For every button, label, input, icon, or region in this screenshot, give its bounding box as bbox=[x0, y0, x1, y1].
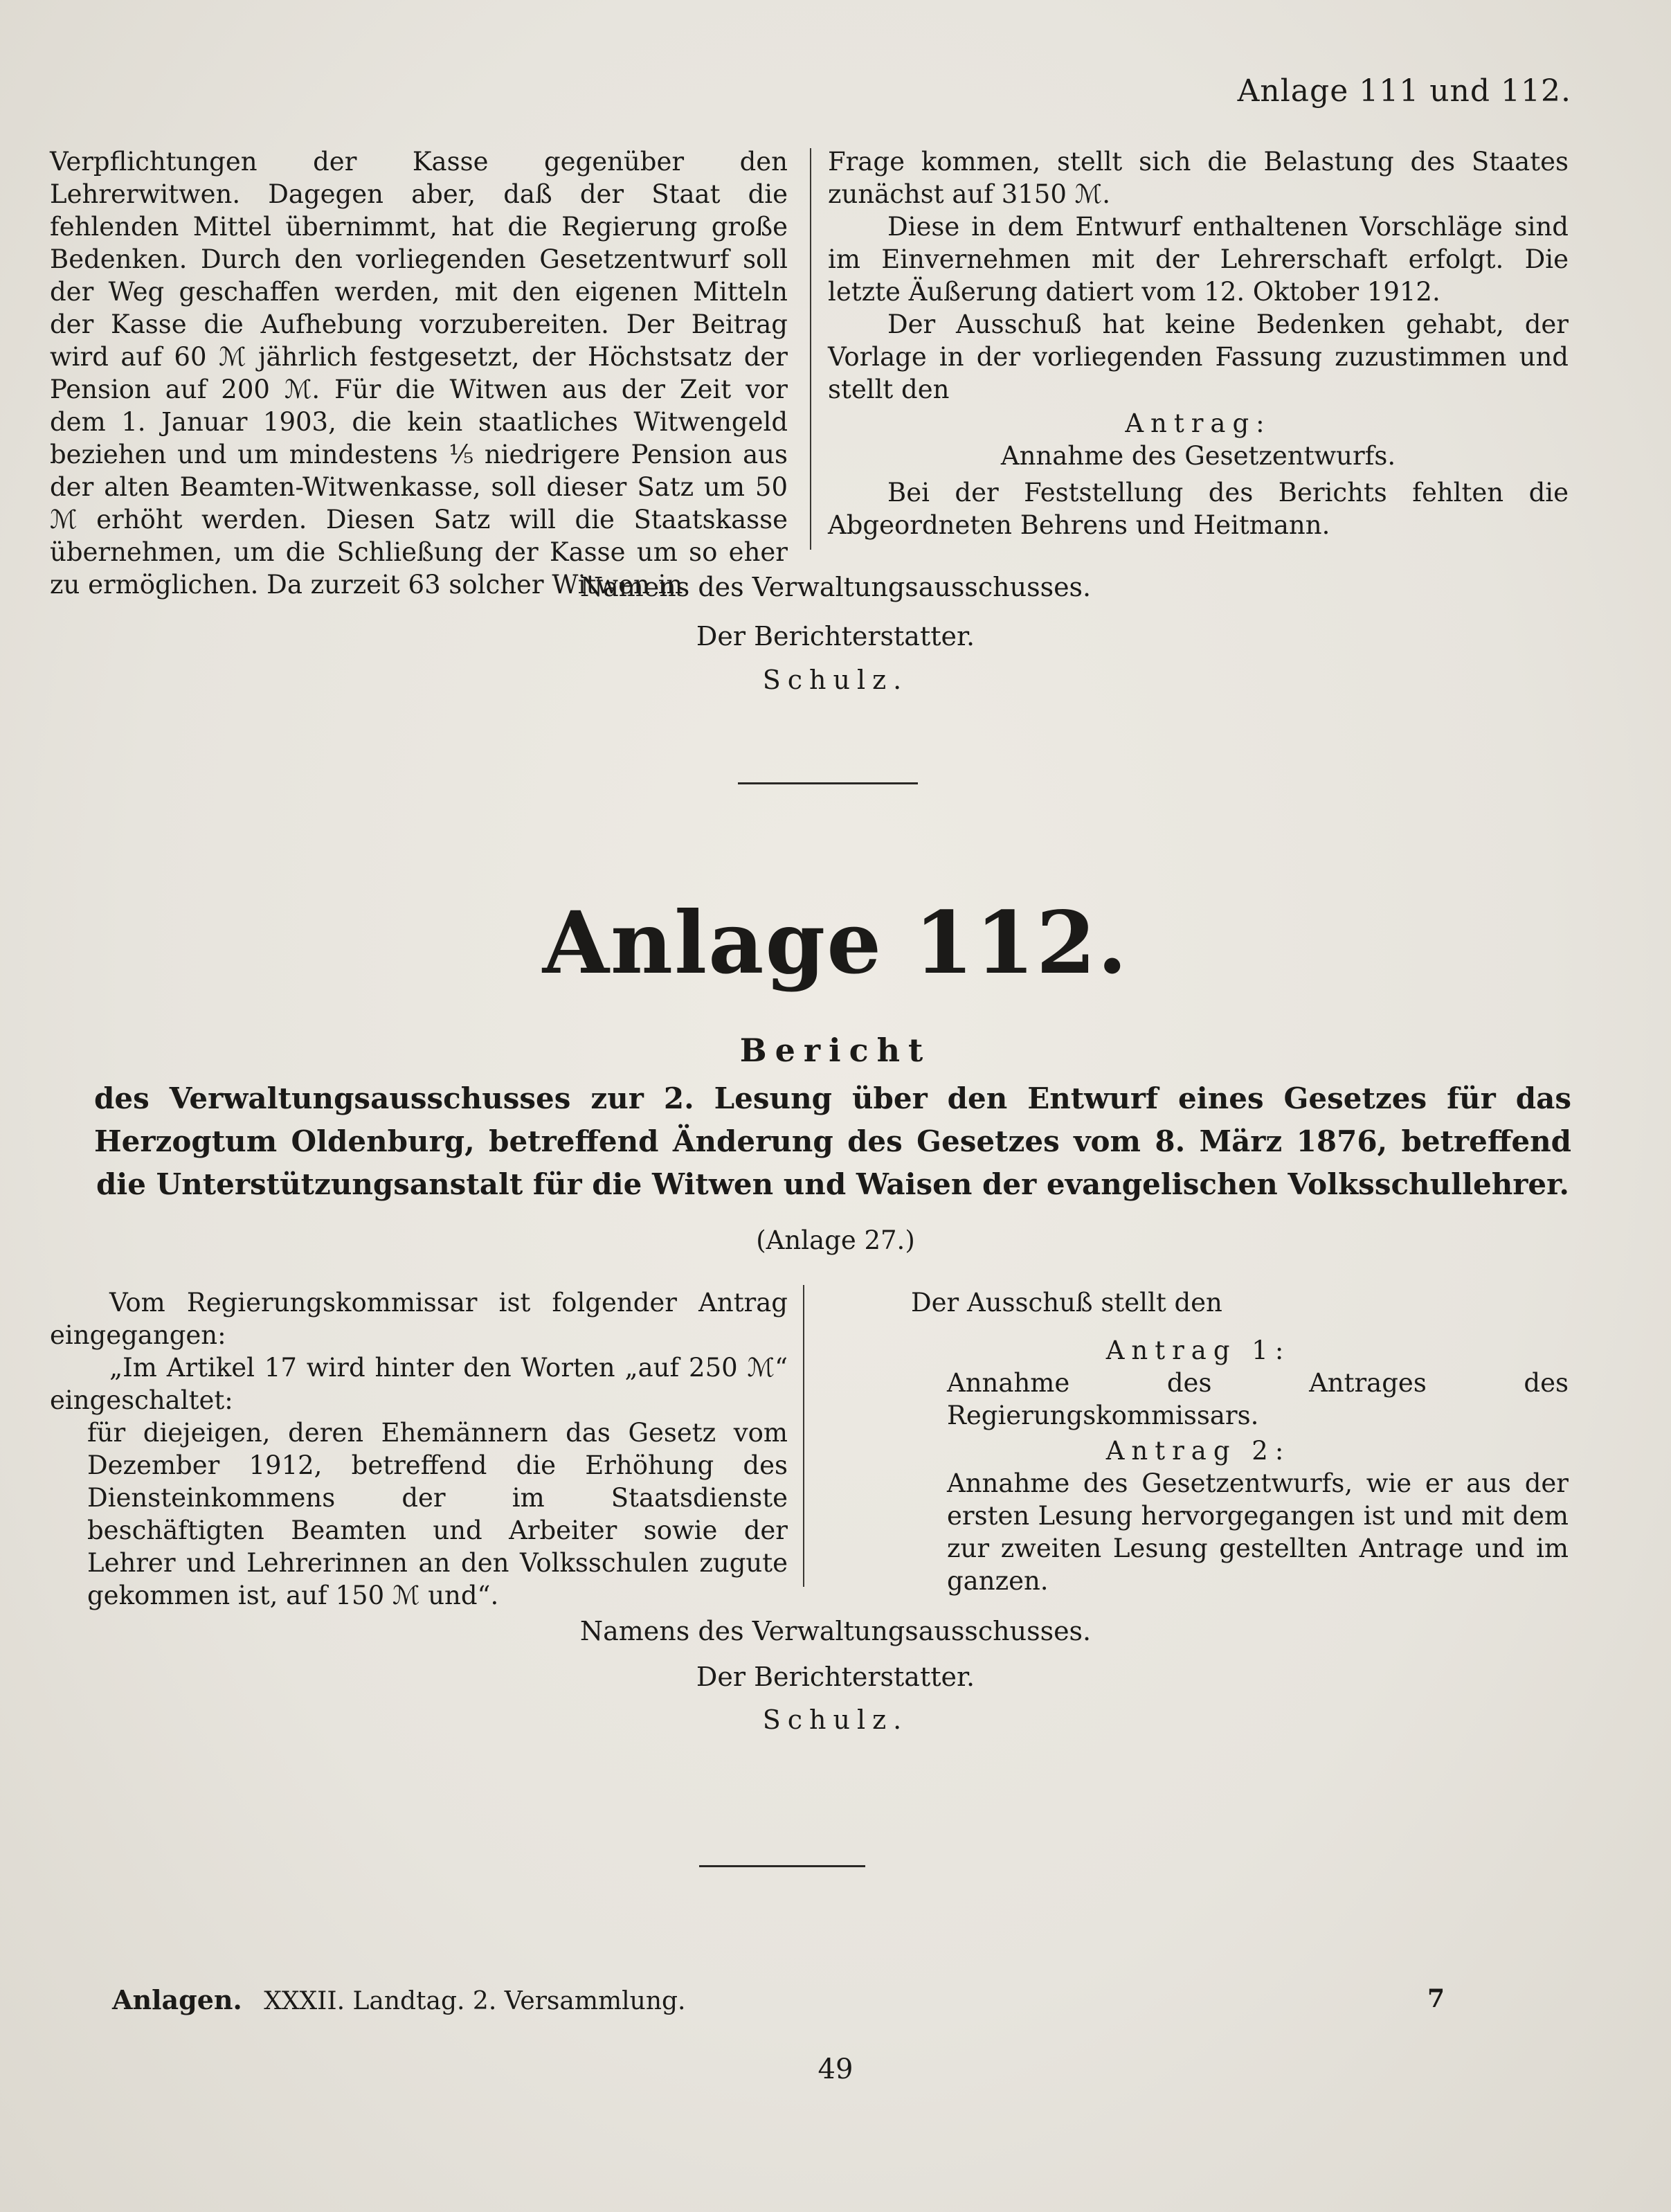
antrag2-text: Annahme des Gesetzentwurfs, wie er aus der ersten Lesung hervorgegangen ist und mit dem zur zweiten Lesung gestellten Antrage und im ganzen. bbox=[947, 1468, 1569, 1596]
bottom-right-p1: Der Ausschuß stellt den bbox=[911, 1288, 1222, 1318]
column-divider-bottom bbox=[803, 1285, 804, 1587]
bericht-heading: Bericht bbox=[739, 1032, 932, 1069]
footer-imprint bbox=[112, 1984, 686, 2015]
page-title: Anlage 112. bbox=[542, 893, 1129, 993]
top-left-column bbox=[50, 145, 788, 601]
footer-sheet-number: 7 bbox=[1427, 1984, 1445, 2013]
footer-imprint-text: XXXII. Landtag. 2. Versammlung. bbox=[264, 1987, 686, 2015]
report-subject: des Verwaltungsausschusses zur 2. Lesung über den Entwurf eines Gesetzes für das Herzogtum Oldenburg, betreffend Änderung des Gesetzes vom 8. März 1876, betreffend die Unterstützungsanstalt für die Witwen und Waisen der evangelischen Volksschullehrer. bbox=[94, 1081, 1571, 1201]
top-right-column bbox=[828, 145, 1569, 541]
antrag-label: Antrag: bbox=[1125, 408, 1272, 438]
page-number: 49 bbox=[818, 2053, 853, 2085]
page-header: Anlage 111 und 112. bbox=[1237, 73, 1571, 109]
section-rule-1 bbox=[738, 782, 918, 784]
top-left-paragraph: Verpflichtungen der Kasse gegenüber den Lehrerwitwen. Dagegen aber, daß der Staat die fehlenden Mittel übernimmt, hat die Regierung große Bedenken. Durch den vorliegenden Gesetzentwurf soll der Weg geschaffen werden, mit den eigenen Mitteln der Kasse die Aufhebung vorzubereiten. Der Beitrag wird auf 60 ℳ jährlich festgesetzt, der Höchstsatz der Pension auf 200 ℳ. Für die Witwen aus der Zeit vor dem 1. Januar 1903, die kein staatliches Witwengeld beziehen und um mindestens ⅕ niedrigere Pension aus der alten Beamten-Witwenkasse, soll dieser Satz um 50 ℳ erhöht werden. Diesen Satz will die Staatskasse übernehmen, um die Schließung der Kasse um so eher zu ermöglichen. Da zurzeit 63 solcher Witwen in bbox=[50, 147, 788, 600]
signature2-line1: Namens des Verwaltungsausschusses. bbox=[579, 1616, 1092, 1646]
signature2-line2: Der Berichterstatter. bbox=[696, 1662, 975, 1692]
antrag2-label: Antrag 2: bbox=[1105, 1436, 1291, 1466]
top-right-p4: Bei der Feststellung des Berichts fehlten die Abgeordneten Behrens und Heitmann. bbox=[828, 478, 1569, 540]
bottom-right-column bbox=[828, 1286, 1569, 1597]
signature1-line2: Der Berichterstatter. bbox=[696, 621, 975, 651]
bottom-left-column bbox=[50, 1286, 788, 1612]
signature2-line3: Schulz. bbox=[762, 1705, 909, 1735]
bottom-left-quote2: für diejeigen, deren Ehemännern das Gesetz vom Dezember 1912, betreffend die Erhöhung des Diensteinkommens der im Staatsdienste beschäftigten Beamten und Arbeiter sowie der Lehrer und Lehrerinnen an den Volksschulen zugute gekommen ist, auf 150 ℳ und“. bbox=[87, 1418, 788, 1610]
column-divider-top bbox=[810, 148, 811, 550]
footer-anlagen: Anlagen. bbox=[112, 1984, 242, 2015]
section-rule-2 bbox=[699, 1865, 865, 1867]
top-right-p1: Frage kommen, stellt sich die Belastung des Staates zunächst auf 3150 ℳ. bbox=[828, 147, 1569, 209]
anlage-reference: (Anlage 27.) bbox=[756, 1225, 915, 1255]
bottom-left-quote1: „Im Artikel 17 wird hinter den Worten „auf 250 ℳ“ eingeschaltet: bbox=[50, 1353, 788, 1415]
top-right-p3: Der Ausschuß hat keine Bedenken gehabt, der Vorlage in der vorliegenden Fassung zuzustimmen und stellt den bbox=[828, 309, 1569, 404]
top-right-p2: Diese in dem Entwurf enthaltenen Vorschläge sind im Einvernehmen mit der Lehrerschaft erfolgt. Die letzte Äußerung datiert vom 12. Oktober 1912. bbox=[828, 212, 1569, 307]
antrag1-label: Antrag 1: bbox=[1105, 1336, 1291, 1365]
bottom-left-p1: Vom Regierungskommissar ist folgender Antrag eingegangen: bbox=[50, 1288, 788, 1350]
signature1-line1: Namens des Verwaltungsausschusses. bbox=[579, 572, 1092, 602]
antrag1-text: Annahme des Antrages des Regierungskommissars. bbox=[947, 1368, 1569, 1430]
antrag-text: Annahme des Gesetzentwurfs. bbox=[1000, 441, 1396, 471]
signature1-line3: Schulz. bbox=[762, 665, 909, 695]
